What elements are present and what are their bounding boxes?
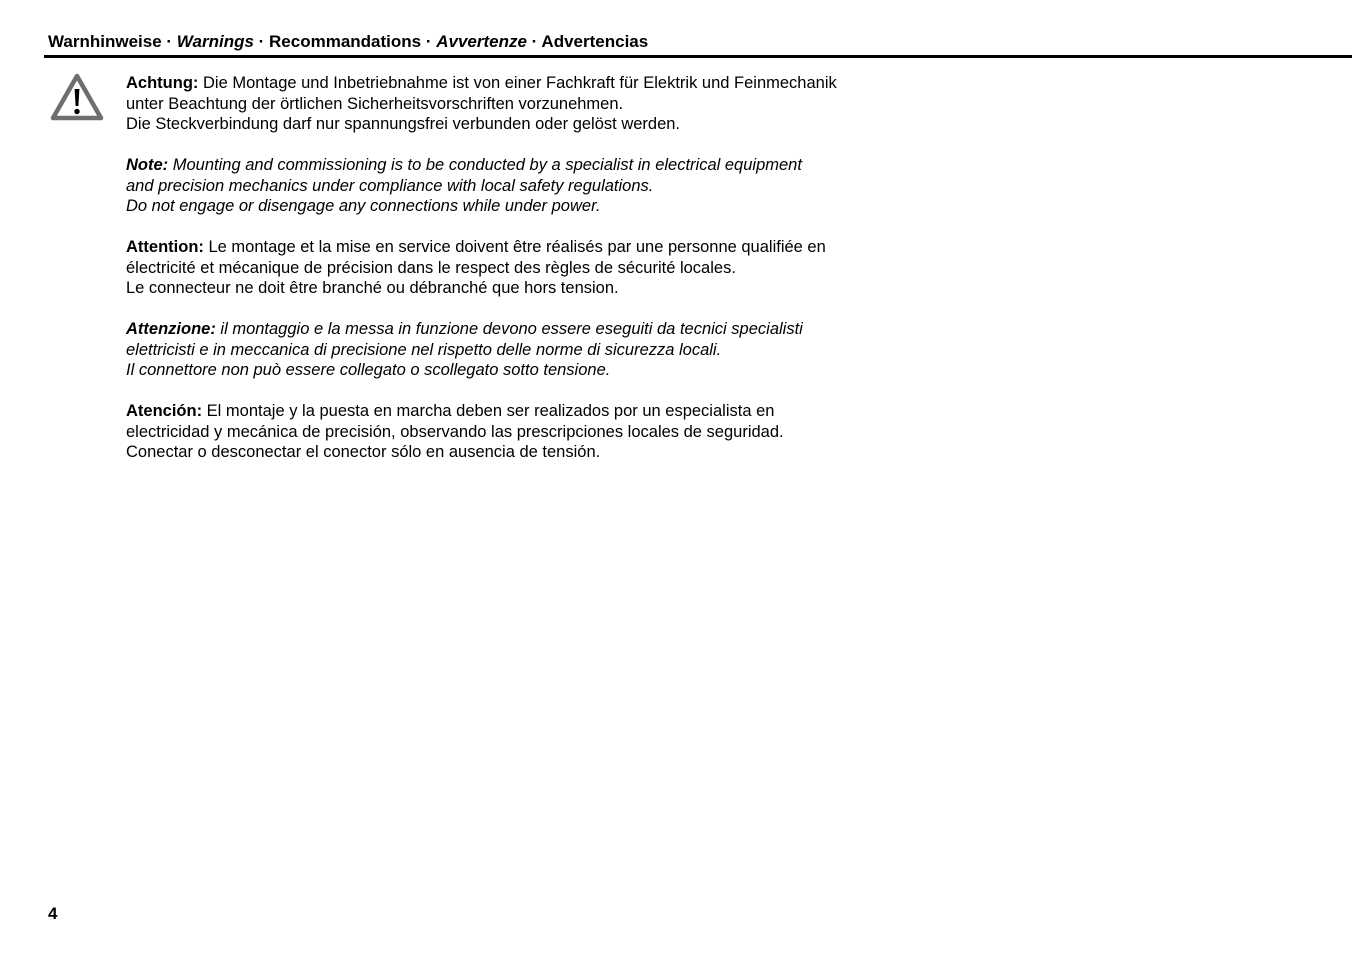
- header-spanish: · Advertencias: [526, 32, 649, 51]
- warning-line: [126, 319, 926, 340]
- warning-line: [126, 401, 926, 422]
- warning-line: [126, 237, 926, 258]
- warning-label: Achtung:: [126, 74, 199, 92]
- warning-text: Le connecteur ne doit être branché ou débranché que hors tension.: [126, 279, 619, 297]
- warning-label: Note:: [126, 156, 169, 174]
- warning-triangle-icon: [50, 72, 104, 122]
- warning-label: Attenzione:: [126, 320, 216, 338]
- warning-text: Conectar o desconectar el conector sólo en ausencia de tensión.: [126, 443, 601, 461]
- warning-line: [126, 155, 926, 176]
- warning-text: électricité et mécanique de précision dans le respect des règles de sécurité locales.: [126, 258, 736, 277]
- page-number: 4: [48, 904, 58, 923]
- warning-text: elettricisti e in meccanica di precisione nel rispetto delle norme di sicurezza locali.: [126, 340, 722, 359]
- warning-label: Atención:: [126, 402, 203, 420]
- warning-text: Die Steckverbindung darf nur spannungsfrei verbunden oder gelöst werden.: [126, 115, 681, 133]
- warning-text: Le montage et la mise en service doivent être réalisés par une personne qualifiée en: [203, 238, 826, 256]
- warning-text: electricidad y mecánica de precisión, observando las prescripciones locales de seguridad.: [126, 422, 784, 441]
- warnings-content: [126, 73, 926, 483]
- header-french: · Recommandations ·: [253, 32, 437, 51]
- warning-text: Do not engage or disengage any connections while under power.: [126, 197, 601, 215]
- warning-text: il montaggio e la messa in funzione devono essere eseguiti da tecnici specialisti: [215, 320, 803, 338]
- warning-spanish: [126, 401, 926, 463]
- warning-text: Il connettore non può essere collegato o scollegato sotto tensione.: [126, 361, 611, 379]
- warning-text: Mounting and commissioning is to be conducted by a specialist in electrical equipment: [168, 156, 802, 174]
- header-italian: Avvertenze: [436, 32, 527, 51]
- warning-german: [126, 73, 926, 135]
- warning-italian: [126, 319, 926, 381]
- warning-english: [126, 155, 926, 217]
- warning-text: and precision mechanics under compliance with local safety regulations.: [126, 176, 654, 195]
- warning-text: Die Montage und Inbetriebnahme ist von einer Fachkraft für Elektrik und Feinmechanik: [198, 74, 837, 92]
- header-rule: [44, 55, 1352, 58]
- header-english: Warnings: [176, 32, 254, 51]
- warning-text: unter Beachtung der örtlichen Sicherheitsvorschriften vorzunehmen.: [126, 94, 624, 113]
- warning-french: [126, 237, 926, 299]
- warning-line: [126, 73, 926, 94]
- header-german: Warnhinweise ·: [48, 32, 177, 51]
- page-header: [48, 31, 648, 53]
- warning-label: Attention:: [126, 238, 204, 256]
- warning-text: El montaje y la puesta en marcha deben ser realizados por un especialista en: [202, 402, 775, 420]
